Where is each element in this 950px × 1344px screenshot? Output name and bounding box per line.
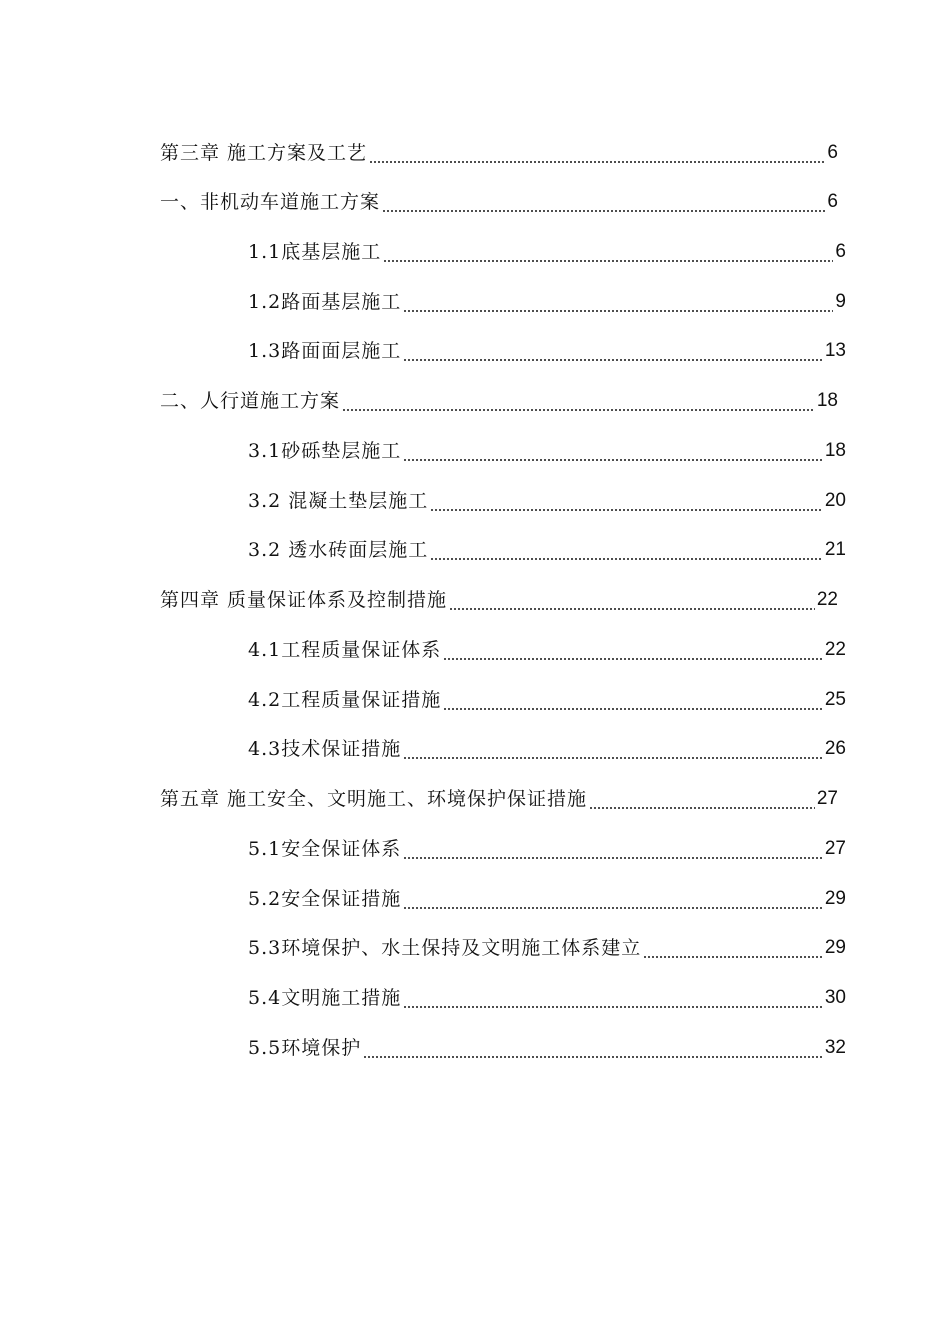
toc-entry-title: 3.2 混凝土垫层施工 — [248, 490, 429, 512]
toc-entry-5-2[interactable] — [248, 884, 846, 914]
toc-entry-4-3[interactable] — [248, 734, 846, 764]
toc-entry-page: 6 — [827, 142, 838, 163]
dot-leader — [403, 834, 823, 864]
dot-leader — [342, 386, 815, 416]
toc-entry-1-1[interactable] — [248, 237, 846, 267]
toc-entry-4-1[interactable] — [248, 635, 846, 665]
dot-leader — [382, 187, 825, 217]
toc-entry-3-1[interactable] — [248, 436, 846, 466]
toc-entry-5-1[interactable] — [248, 834, 846, 864]
dot-leader — [589, 784, 815, 814]
dot-leader — [430, 535, 823, 565]
toc-entry-title: 第三章 施工方案及工艺 — [160, 142, 368, 164]
toc-entry-title: 5.4文明施工措施 — [248, 987, 402, 1009]
dot-leader — [363, 1033, 823, 1063]
toc-entry-title: 3.1砂砾垫层施工 — [248, 440, 402, 462]
dot-leader — [443, 635, 823, 665]
toc-entry-section-1[interactable] — [160, 187, 838, 217]
toc-entry-page: 22 — [824, 639, 846, 660]
toc-entry-section-2[interactable] — [160, 386, 838, 416]
toc-entry-title: 3.2 透水砖面层施工 — [248, 539, 429, 561]
toc-entry-page: 26 — [824, 738, 846, 759]
dot-leader — [403, 336, 823, 366]
toc-entry-title: 1.1底基层施工 — [248, 241, 382, 263]
toc-entry-1-2[interactable] — [248, 287, 846, 317]
toc-entry-title: 5.2安全保证措施 — [248, 888, 402, 910]
toc-entry-page: 18 — [824, 440, 846, 461]
toc-entry-title: 4.1工程质量保证体系 — [248, 639, 442, 661]
dot-leader — [643, 933, 823, 963]
toc-entry-page: 6 — [835, 241, 846, 262]
toc-entry-chapter-5[interactable] — [160, 784, 838, 814]
toc-entry-5-5[interactable] — [248, 1033, 846, 1063]
dot-leader — [430, 486, 823, 516]
dot-leader — [403, 287, 833, 317]
dot-leader — [369, 138, 825, 168]
toc-entry-chapter-4[interactable] — [160, 585, 838, 615]
toc-entry-page: 22 — [816, 589, 838, 610]
dot-leader — [403, 884, 823, 914]
toc-entry-title: 第五章 施工安全、文明施工、环境保护保证措施 — [160, 788, 588, 810]
toc-entry-page: 25 — [824, 689, 846, 710]
toc-entry-5-3[interactable] — [248, 933, 846, 963]
toc-entry-page: 27 — [824, 838, 846, 859]
toc-entry-1-3[interactable] — [248, 336, 846, 366]
toc-entry-page: 29 — [824, 937, 846, 958]
toc-entry-3-2-paving[interactable] — [248, 535, 846, 565]
toc-entry-title: 二、人行道施工方案 — [160, 390, 341, 412]
toc-entry-title: 一、非机动车道施工方案 — [160, 191, 381, 213]
toc-entry-title: 5.5环境保护 — [248, 1037, 362, 1059]
toc-entry-page: 9 — [835, 291, 846, 312]
toc-entry-page: 13 — [824, 340, 846, 361]
dot-leader — [383, 237, 833, 267]
toc-entry-page: 20 — [824, 490, 846, 511]
dot-leader — [443, 685, 823, 715]
toc-entry-title: 1.3路面面层施工 — [248, 340, 402, 362]
toc-entry-5-4[interactable] — [248, 983, 846, 1013]
toc-entry-4-2[interactable] — [248, 685, 846, 715]
toc-entry-page: 27 — [816, 788, 838, 809]
dot-leader — [403, 436, 823, 466]
toc-entry-3-2-concrete[interactable] — [248, 486, 846, 516]
toc-entry-title: 第四章 质量保证体系及控制措施 — [160, 589, 448, 611]
dot-leader — [403, 983, 823, 1013]
toc-entry-page: 21 — [824, 539, 846, 560]
toc-entry-title: 4.3技术保证措施 — [248, 738, 402, 760]
dot-leader — [403, 734, 823, 764]
toc-entry-title: 1.2路面基层施工 — [248, 291, 402, 313]
toc-entry-page: 30 — [824, 987, 846, 1008]
toc-entry-page: 29 — [824, 888, 846, 909]
toc-entry-page: 6 — [827, 191, 838, 212]
toc-entry-title: 4.2工程质量保证措施 — [248, 689, 442, 711]
toc-entry-title: 5.1安全保证体系 — [248, 838, 402, 860]
toc-entry-title: 5.3环境保护、水土保持及文明施工体系建立 — [248, 937, 642, 959]
toc-entry-page: 18 — [816, 390, 838, 411]
toc-entry-page: 32 — [824, 1037, 846, 1058]
toc-entry-chapter-3[interactable] — [160, 138, 838, 168]
dot-leader — [449, 585, 815, 615]
